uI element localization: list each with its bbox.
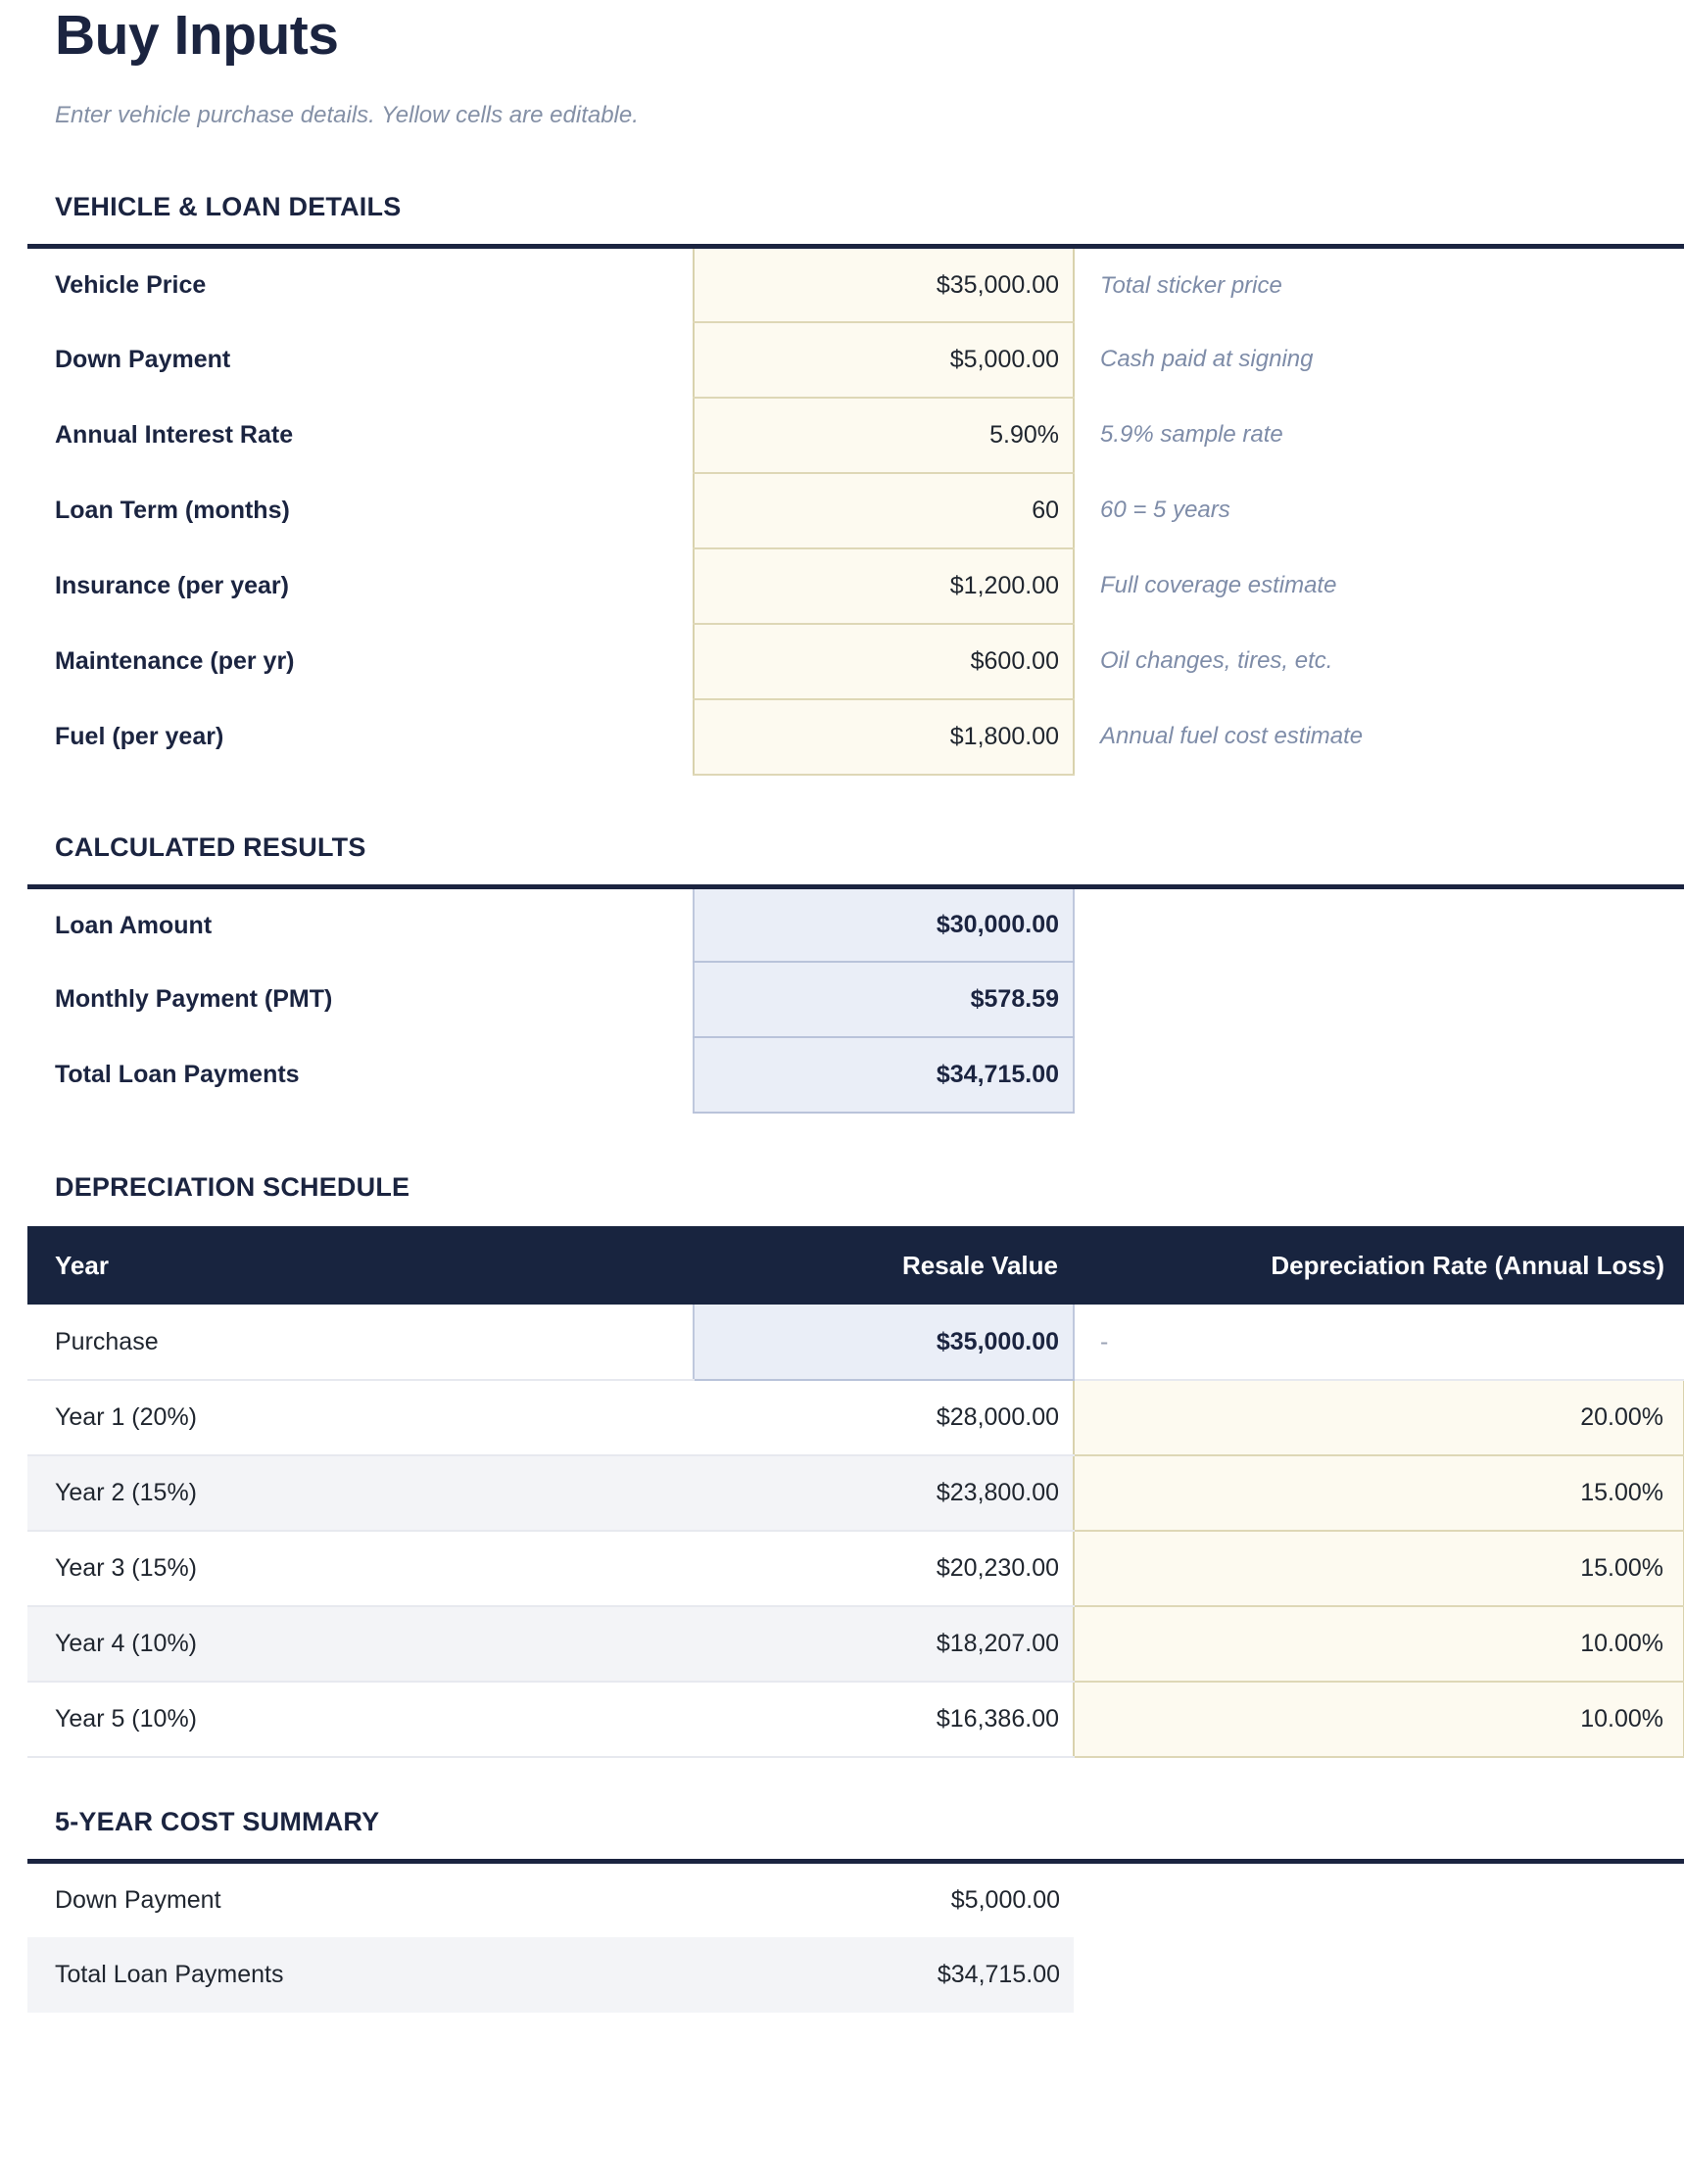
- table-row: [27, 398, 1684, 473]
- table-row: [27, 1037, 1684, 1113]
- row-label: Total Loan Payments: [55, 1061, 300, 1089]
- depreciation-table-body: [27, 1305, 1684, 1757]
- row-note: Cash paid at signing: [1100, 346, 1314, 373]
- row-depreciation-rate-input[interactable]: 15.00%: [1074, 1531, 1684, 1606]
- row-resale-value: $20,230.00: [694, 1531, 1074, 1606]
- depreciation-table: [27, 1226, 1684, 1758]
- annual-interest-rate-input[interactable]: 5.90%: [694, 398, 1074, 473]
- vehicle-loan-table: [27, 244, 1684, 776]
- row-label: Monthly Payment (PMT): [55, 985, 333, 1014]
- row-label: Vehicle Price: [55, 271, 207, 300]
- row-depreciation-rate-input[interactable]: 20.00%: [1074, 1380, 1684, 1455]
- cost-summary-table: [27, 1859, 1684, 2013]
- row-resale-value: $35,000.00: [694, 1305, 1074, 1380]
- row-spacer: [1074, 962, 1684, 1037]
- row-spacer: [1074, 886, 1684, 962]
- table-row: [27, 962, 1684, 1037]
- vehicle-price-input[interactable]: $35,000.00: [694, 247, 1074, 322]
- fuel-input[interactable]: $1,800.00: [694, 699, 1074, 775]
- row-depreciation-rate-input[interactable]: 10.00%: [1074, 1606, 1684, 1682]
- section-heading-depreciation: DEPRECIATION SCHEDULE: [55, 1172, 410, 1203]
- loan-term-input[interactable]: 60: [694, 473, 1074, 548]
- row-note: Full coverage estimate: [1100, 572, 1337, 599]
- row-resale-value: $18,207.00: [694, 1606, 1074, 1682]
- row-resale-value: $28,000.00: [694, 1380, 1074, 1455]
- table-row: [27, 1606, 1684, 1682]
- row-depreciation-rate-input[interactable]: 15.00%: [1074, 1455, 1684, 1531]
- calculated-results-table: [27, 884, 1684, 1115]
- page-subtitle: Enter vehicle purchase details. Yellow cells are editable.: [55, 101, 639, 128]
- row-resale-value: $23,800.00: [694, 1455, 1074, 1531]
- table-row: [27, 548, 1684, 624]
- section-heading-calculated-results: CALCULATED RESULTS: [55, 831, 366, 862]
- row-depreciation-rate-input[interactable]: 10.00%: [1074, 1682, 1684, 1757]
- total-loan-payments-value: $34,715.00: [694, 1037, 1074, 1113]
- row-year: Year 5 (10%): [27, 1682, 694, 1757]
- maintenance-input[interactable]: $600.00: [694, 624, 1074, 699]
- row-label: Loan Amount: [55, 911, 213, 939]
- row-label: Loan Term (months): [55, 496, 290, 524]
- table-row: [27, 1305, 1684, 1380]
- row-label: Insurance (per year): [55, 571, 289, 599]
- row-label: Down Payment: [55, 345, 231, 373]
- table-header-row: [27, 1226, 1684, 1305]
- depreciation-table-head: [27, 1226, 1684, 1305]
- table-row: [27, 624, 1684, 699]
- row-value: $5,000.00: [950, 1886, 1060, 1915]
- cost-summary-table-body: [27, 1862, 1684, 2013]
- row-label: Total Loan Payments: [27, 1937, 694, 2013]
- monthly-payment-value: $578.59: [694, 962, 1074, 1037]
- row-spacer: [1074, 1862, 1684, 1937]
- row-label: Down Payment: [55, 1886, 221, 1915]
- table-row: [27, 473, 1684, 548]
- table-row: [27, 1682, 1684, 1757]
- table-row: [27, 699, 1684, 775]
- row-spacer: [1074, 1037, 1684, 1113]
- vehicle-loan-table-body: [27, 247, 1684, 775]
- column-header-resale-value: Resale Value: [694, 1226, 1074, 1305]
- row-label: Annual Interest Rate: [55, 420, 294, 449]
- column-header-year: Year: [27, 1226, 694, 1305]
- table-row: [27, 886, 1684, 962]
- table-row: [27, 1380, 1684, 1455]
- section-heading-vehicle-loan: VEHICLE & LOAN DETAILS: [55, 192, 402, 222]
- row-note: Total sticker price: [1100, 271, 1282, 299]
- row-depreciation-rate: -: [1074, 1305, 1684, 1380]
- table-row: [27, 1937, 1684, 2013]
- table-row: [27, 247, 1684, 322]
- row-year: Year 1 (20%): [27, 1380, 694, 1455]
- row-spacer: [1074, 1937, 1684, 2013]
- row-year: Year 2 (15%): [27, 1455, 694, 1531]
- row-year: Year 3 (15%): [27, 1531, 694, 1606]
- column-header-depreciation-rate: Depreciation Rate (Annual Loss): [1074, 1226, 1684, 1305]
- row-year: Purchase: [27, 1305, 694, 1380]
- insurance-input[interactable]: $1,200.00: [694, 548, 1074, 624]
- row-note: Annual fuel cost estimate: [1100, 723, 1364, 750]
- down-payment-input[interactable]: $5,000.00: [694, 322, 1074, 398]
- section-heading-cost-summary: 5-YEAR COST SUMMARY: [55, 1807, 380, 1837]
- row-year: Year 4 (10%): [27, 1606, 694, 1682]
- row-value: $34,715.00: [694, 1937, 1074, 2013]
- table-row: [27, 1455, 1684, 1531]
- row-note: 60 = 5 years: [1100, 497, 1230, 524]
- row-note: Oil changes, tires, etc.: [1100, 647, 1333, 675]
- loan-amount-value: $30,000.00: [694, 886, 1074, 962]
- calculated-results-table-body: [27, 886, 1684, 1113]
- table-row: [27, 1531, 1684, 1606]
- table-row: [27, 1862, 1684, 1937]
- page-title: Buy Inputs: [55, 4, 339, 67]
- row-label: Maintenance (per yr): [55, 646, 295, 675]
- table-row: [27, 322, 1684, 398]
- row-resale-value: $16,386.00: [694, 1682, 1074, 1757]
- row-label: Fuel (per year): [55, 722, 224, 750]
- row-note: 5.9% sample rate: [1100, 421, 1283, 449]
